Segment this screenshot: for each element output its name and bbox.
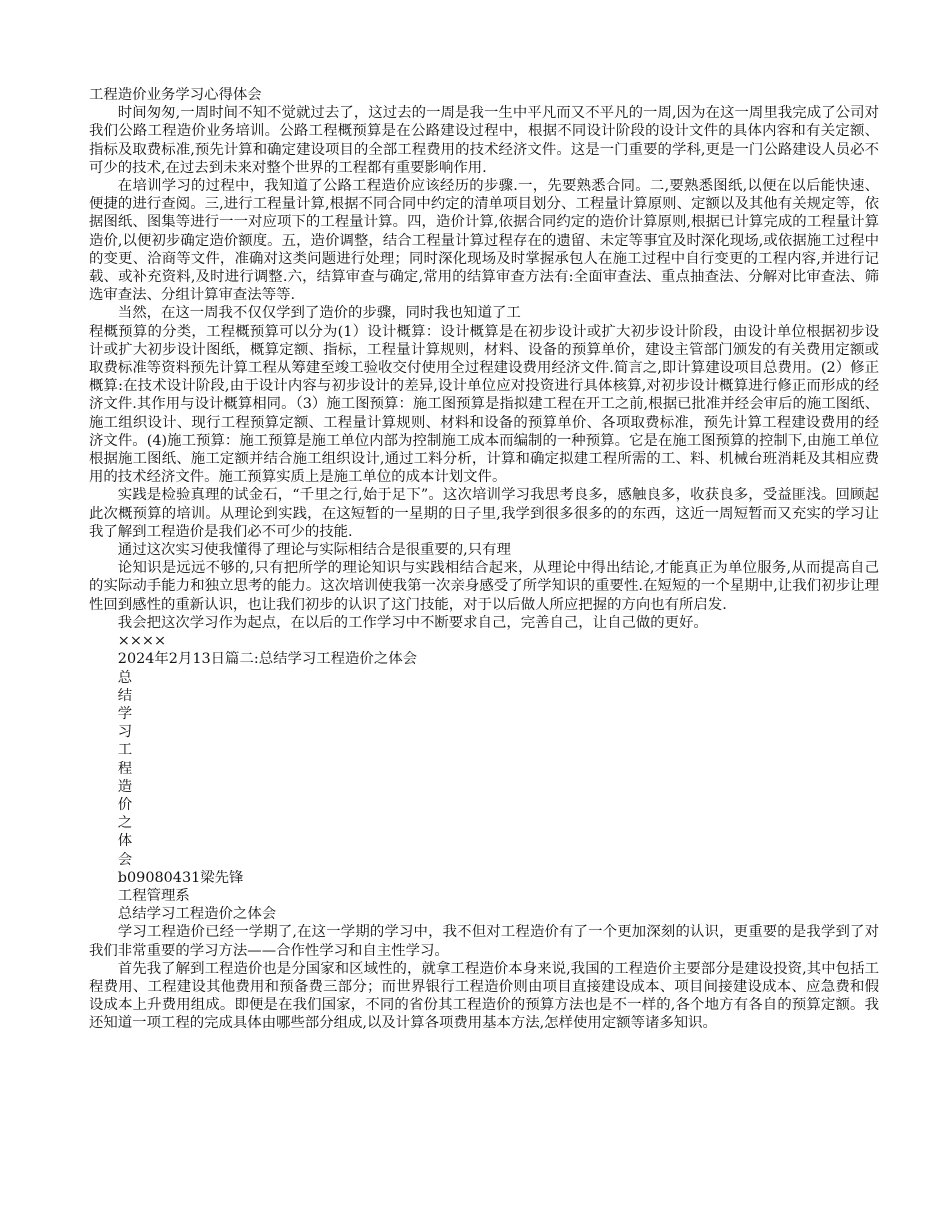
paragraph-line: 通过这次实习使我懂得了理论与实际相结合是很重要的,只有理 (117, 542, 511, 559)
department-line: 工程管理系 (117, 887, 190, 904)
vertical-title (89, 669, 879, 869)
document-page (89, 86, 879, 1033)
vertical-title-char: 造 (117, 778, 133, 795)
paragraph: 程概预算的分类，工程概预算可以分为(1）设计概算：设计概算是在初步设计或扩大初步设计阶段，由设计单位根据初步设计或扩大初步设计图纸，概算定额、指标，工程量计算规则，材料、设备的预算单价，建设主管部门颁发的有关费用定额或取费标准等资料预先计算工程从筹建至竣工验收交付使用全过程建设费用经济文件.简言之,即计算建设项目总费用。(2）修正概算:在技术设计阶段,由于设计内容与初步设计的差异,设计单位应对投资进行具体核算,对初步设计概算进行修正而形成的经济文件.其作用与设计概算相同。（3）施工图预算：施工图预算是指拟建工程在开工之前,根据已批准并经会审后的施工图纸、施工组织设计、现行工程预算定额、工程量计算规则、材料和设备的预算单价、各项取费标准，预先计算工程建设费用的经济文件。(4)施工预算：施工预算是施工单位内部为控制施工成本而编制的一种预算。它是在施工图预算的控制下,由施工单位根据施工图纸、施工定额并结合施工组织设计,通过工料分析，计算和确定拟建工程所需的工、料、机械台班消耗及其相应费用的技术经济文件。施工预算实质上是施工单位的成本计划文件。 (89, 323, 879, 486)
vertical-title-char: 工 (117, 742, 133, 759)
signature: ×××× (117, 633, 167, 650)
vertical-title-char: 体 (117, 833, 133, 850)
date-line: 2024年2月13日篇二:总结学习工程造价之体会 (117, 651, 417, 668)
paragraph: 学习工程造价已经一学期了,在这一学期的学习中，我不但对工程造价有了一个更加深刻的认识，更重要的是我学到了对我们非常重要的学习方法——合作性学习和自主性学习。 (89, 924, 879, 959)
vertical-title-char: 会 (117, 851, 133, 868)
paragraph: 论知识是远远不够的,只有把所学的理论知识与实践相结合起来，从理论中得出结论,才能真正为单位服务,从而提高自己的实际动手能力和独立思考的能力。这次培训使我第一次亲身感受了所学知识的重要性.在短短的一个星期中,让我们初步让理性回到感性的重新认识，也让我们初步的认识了这门技能，对于以后做人所应把握的方向也有所启发. (89, 560, 879, 613)
document-title: 工程造价业务学习心得体会 (89, 87, 262, 103)
paragraph: 首先我了解到工程造价也是分国家和区域性的，就拿工程造价本身来说,我国的工程造价主要部分是建设投资,其中包括工程费用、工程建设其他费用和预备费三部分；而世界银行工程造价则由项目直接建设成本、项目间接建设成本、应急费和假设成本上升费用组成。即便是在我们国家，不同的省份其工程造价的预算方法也是不一样的,各个地方有各自的预算定额。我还知道一项工程的完成具体由哪些部分组成,以及计算各项费用基本方法,怎样使用定额等诸多知识。 (89, 960, 879, 1032)
vertical-title-char: 价 (117, 796, 133, 813)
vertical-title-char: 学 (117, 705, 133, 722)
paragraph: 时间匆匆,一周时间不知不觉就过去了，这过去的一周是我一生中平凡而又不平凡的一周,因为在这一周里我完成了公司对我们公路工程造价业务培训。公路工程概预算是在公路建设过程中，根据不同设计阶段的设计文件的具体内容和有关定额、指标及取费标准,预先计算和确定建设项目的全部工程费用的技术经济文件。这是一门重要的学科,更是一门公路建设人员必不可少的技术,在过去到未来对整个世界的工程都有重要影响作用. (89, 105, 879, 176)
paragraph-line: 当然，在这一周我不仅仅学到了造价的步骤，同时我也知道了工 (117, 305, 521, 322)
vertical-title-char: 结 (117, 687, 133, 704)
paragraph: 在培训学习的过程中，我知道了公路工程造价应该经历的步骤.一，先要熟悉合同。二,要熟悉图纸,以便在以后能快速、便捷的进行查阅。三,进行工程量计算,根据不同合同中约定的清单项目划分、工程量计算原则、定额以及其他有关规定等，依据图纸、图集等进行一一对应项下的工程量计算。四，造价计算,依据合同约定的造价计算原则,根据已计算完成的工程量计算造价,以便初步确定造价额度。五，造价调整，结合工程量计算过程存在的遗留、未定等事宜及时深化现场,或依据施工过程中的变更、洽商等文件，准确对这类问题进行处理；同时深化现场及时掌握承包人在施工过程中自行变更的工程内容,并进行记载、或补充资料,及时进行调整.六，结算审查与确定,常用的结算审查方法有:全面审查法、重点抽查法、分解对比审查法、筛选审查法、分组计算审查法等等. (89, 178, 879, 304)
vertical-title-char: 习 (117, 724, 133, 741)
vertical-title-char: 之 (117, 815, 133, 832)
paragraph: 实践是检验真理的试金石，“千里之行,始于足下”。这次培训学习我思考良多，感触良多，收获良多，受益匪浅。回顾起此次概预算的培训。从理论到实践，在这短暂的一星期的日子里,我学到很多很多的的东西，这近一周短暂而又充实的学习让我了解到工程造价是我们必不可少的技能. (89, 487, 879, 540)
vertical-title-char: 总 (117, 669, 133, 686)
author-line: b09080431梁先锋 (117, 869, 244, 886)
vertical-title-char: 程 (117, 760, 133, 777)
subtitle: 总结学习工程造价之体会 (117, 906, 277, 923)
paragraph-line: 我会把这次学习作为起点，在以后的工作学习中不断要求自己，完善自己，让自己做的更好。 (117, 614, 708, 631)
